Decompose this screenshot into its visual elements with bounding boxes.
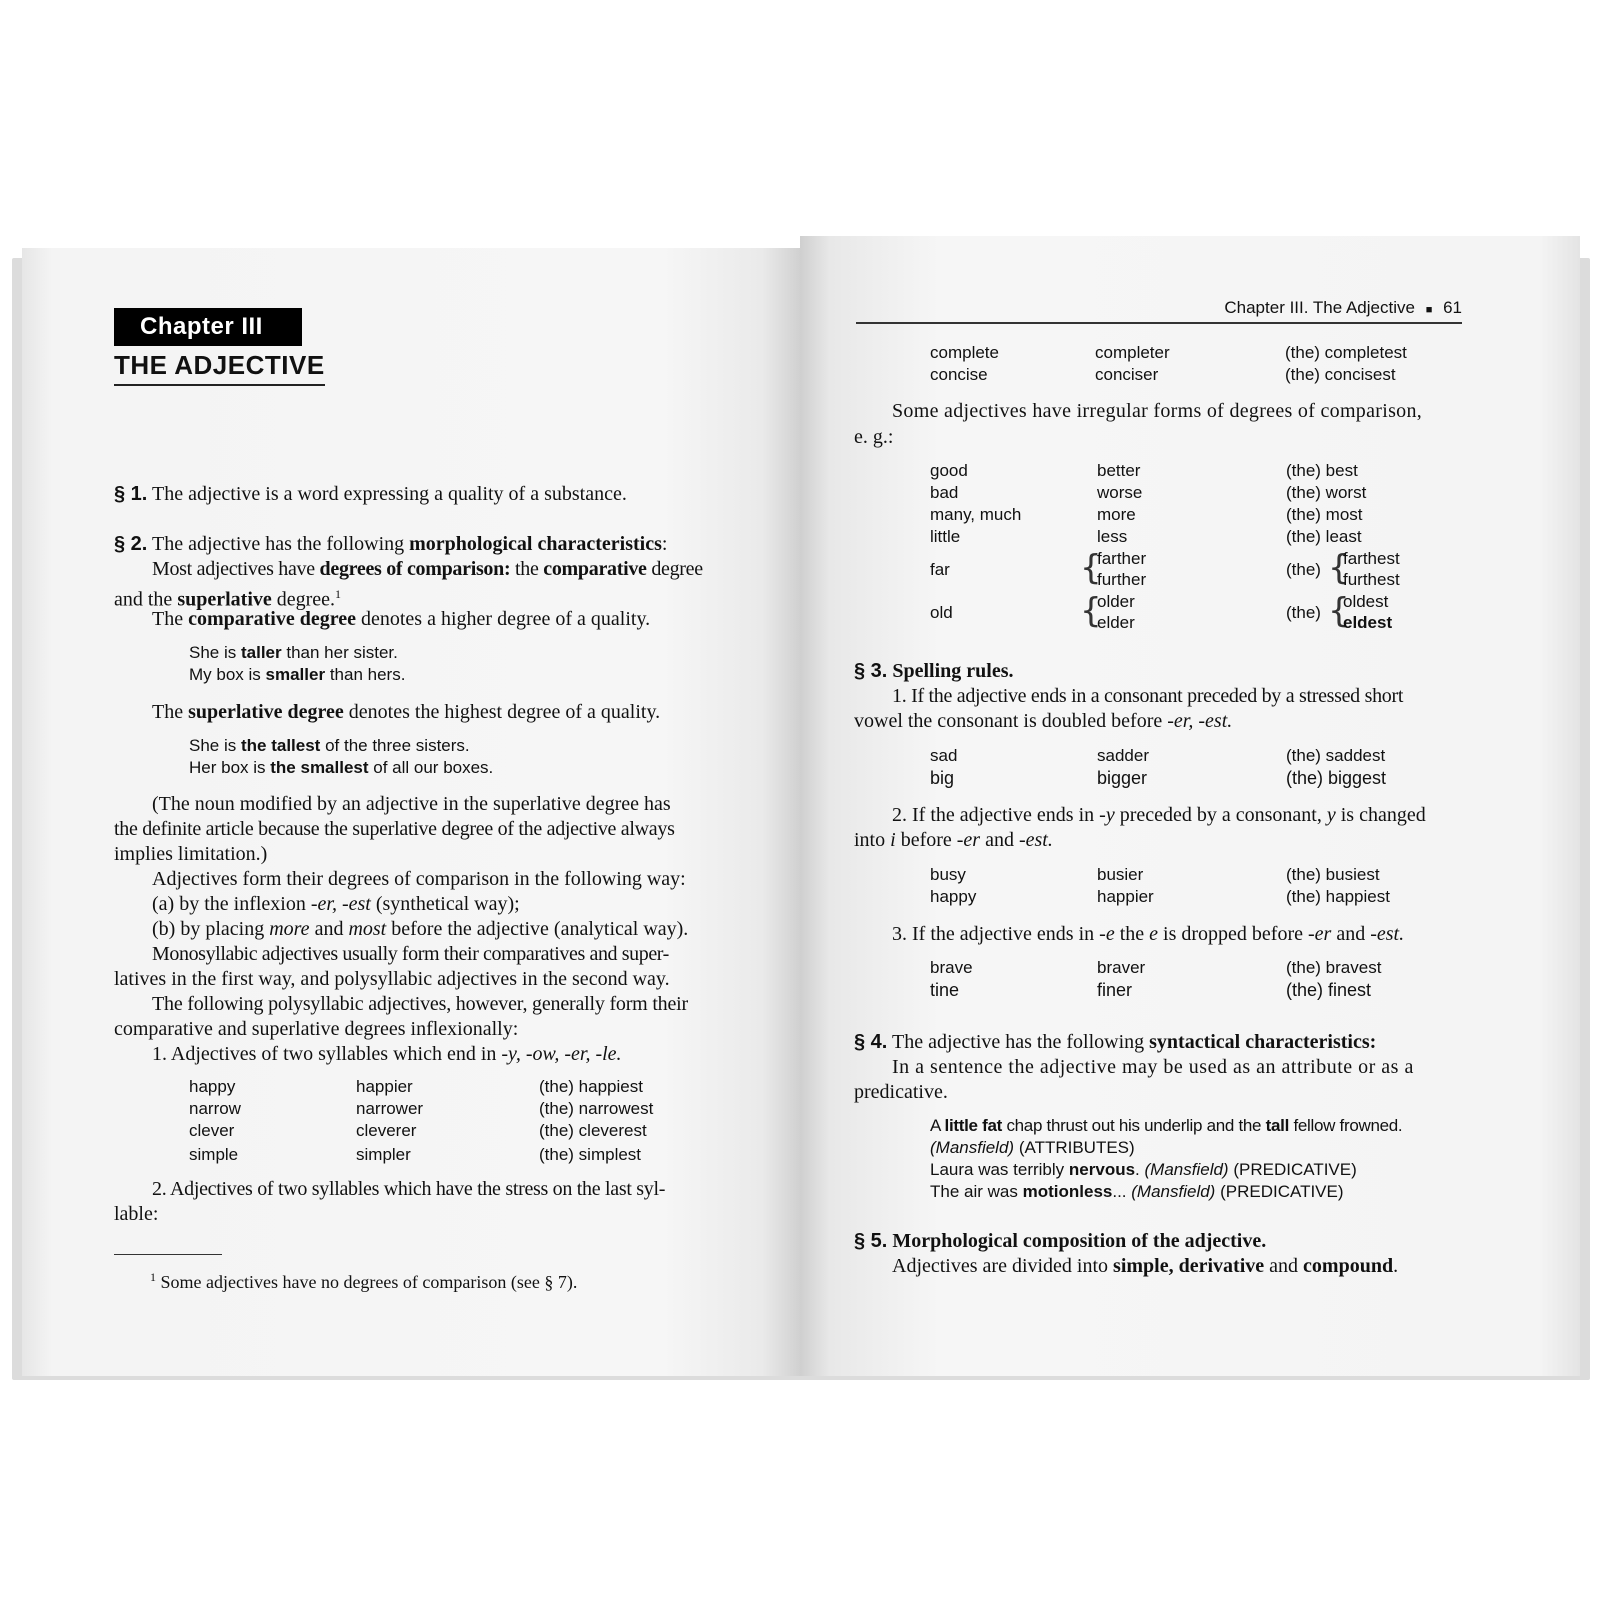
paragraph-line <box>892 803 1426 828</box>
text-run: of the three sisters. <box>325 736 470 755</box>
bold-term: tall <box>1265 1116 1290 1135</box>
text-run: chap thrust out his underlip and the <box>1006 1116 1262 1135</box>
text-run: The adjective has the following <box>892 1031 1145 1053</box>
right-page <box>800 236 1580 1376</box>
section-mark: § 4. <box>854 1031 888 1053</box>
example-line <box>930 1181 1344 1203</box>
bold-term: little fat <box>944 1116 1002 1135</box>
section-4-heading <box>854 1030 1376 1055</box>
table-cell: happier <box>1097 887 1154 906</box>
text-run: of all our boxes. <box>373 758 494 777</box>
paragraph-line: Adjectives form their degrees of comparison in the following way: <box>152 868 686 890</box>
paragraph-line: e. g.: <box>854 426 894 448</box>
table-cell: (the) finest <box>1286 980 1372 1000</box>
italic-term: -est. <box>1018 829 1053 851</box>
text-run: The <box>152 608 184 630</box>
brace-icon: { <box>1328 591 1350 631</box>
italic-term: i <box>890 829 896 851</box>
footnote-number: 1 <box>150 1270 156 1284</box>
paragraph-line: latives in the first way, and polysyllabic adjectives in the second way. <box>114 968 670 990</box>
table-cell: sad <box>930 746 958 765</box>
table-cell: concise <box>930 365 988 384</box>
table-cell: far <box>930 560 950 579</box>
table-cell: bigger <box>1097 768 1148 788</box>
bold-term: motionless <box>1022 1182 1113 1201</box>
table-cell: tine <box>930 980 960 1000</box>
example-line <box>930 1115 1402 1137</box>
paragraph-line: 2. Adjectives of two syllables which have the stress on the last syl- <box>152 1178 666 1200</box>
table-cell: simple <box>189 1145 239 1164</box>
text-run: the <box>515 558 539 580</box>
page-number: 61 <box>1443 298 1462 317</box>
text-run: than her sister. <box>286 643 398 662</box>
comparative-form: elder <box>1097 613 1135 632</box>
text-run: She is <box>189 736 237 755</box>
table-cell: (the) <box>1286 603 1321 622</box>
table-cell: braver <box>1097 958 1146 977</box>
paragraph-line: In a sentence the adjective may be used as an attribute or as a <box>892 1056 1414 1078</box>
italic-term: (Mansfield) <box>930 1138 1015 1157</box>
bold-term: smaller <box>265 665 326 684</box>
table-cell: finer <box>1097 980 1133 1000</box>
paragraph-line <box>152 607 650 632</box>
italic-term: -y <box>1099 804 1115 826</box>
table-cell: bad <box>930 483 959 502</box>
table-cell: (the) simplest <box>539 1145 642 1164</box>
text-run: before <box>900 829 952 851</box>
table-cell: (the) cleverest <box>539 1121 647 1140</box>
bold-term: the tallest <box>240 736 321 755</box>
section-mark: § 2. <box>114 533 148 555</box>
italic-term: e <box>1149 923 1159 945</box>
paragraph-line <box>152 892 520 917</box>
text-run: (PREDICATIVE) <box>1233 1160 1357 1179</box>
footnote-divider <box>114 1254 222 1255</box>
italic-term: -est. <box>1370 923 1405 945</box>
text-run: and the <box>114 588 173 611</box>
table-cell <box>1343 591 1392 633</box>
text-run: 2. If the adjective ends in <box>892 804 1095 826</box>
example-line <box>189 757 493 779</box>
superlative-form: oldest <box>1343 592 1389 611</box>
text-run: than hers. <box>329 665 406 684</box>
table-cell: cleverer <box>356 1121 417 1140</box>
example-line <box>930 1159 1357 1181</box>
text-run: is dropped before <box>1163 923 1303 945</box>
paragraph-line: 1. If the adjective ends in a consonant preceded by a stressed short <box>892 685 1404 707</box>
italic-term: (Mansfield) <box>1131 1182 1216 1201</box>
running-head <box>1224 298 1462 318</box>
text-run: (a) by the inflexion <box>152 893 306 915</box>
chapter-label: Chapter III <box>114 308 302 346</box>
bold-term: nervous <box>1068 1160 1136 1179</box>
paragraph-line: comparative and superlative degrees inflexionally: <box>114 1018 519 1040</box>
example-line <box>189 735 470 757</box>
paragraph-line <box>152 1042 622 1067</box>
italic-term: -e <box>1099 923 1115 945</box>
text-run: . <box>1393 1255 1399 1277</box>
table-cell: sadder <box>1097 746 1149 765</box>
section-2-heading: § 2. The adjective has the following morphological characteristics: <box>114 533 668 555</box>
text-run: fellow frowned. <box>1293 1116 1403 1135</box>
text-run: vowel the consonant is doubled before <box>854 710 1163 732</box>
bold-term: syntactical characteristics: <box>1149 1031 1377 1053</box>
table-cell: busier <box>1097 865 1144 884</box>
text-run: (ATTRIBUTES) <box>1018 1138 1135 1157</box>
table-cell: (the) narrowest <box>539 1099 654 1118</box>
text-run: Laura was terribly <box>930 1160 1065 1179</box>
table-cell: narrower <box>356 1099 424 1118</box>
text-run: 1. Adjectives of two syllables which end in <box>152 1043 497 1065</box>
italic-term: most <box>348 918 387 940</box>
table-cell: (the) busiest <box>1286 865 1380 884</box>
paragraph-line: predicative. <box>854 1081 948 1103</box>
section-mark: § 3. <box>854 660 888 682</box>
italic-term: -er <box>956 829 981 851</box>
table-cell: little <box>930 527 961 546</box>
paragraph-line <box>892 1254 1398 1279</box>
text-run: 3. If the adjective ends in <box>892 923 1095 945</box>
section-5-heading <box>854 1229 1266 1254</box>
text-run: (PREDICATIVE) <box>1220 1182 1344 1201</box>
table-cell: (the) biggest <box>1286 768 1387 788</box>
chapter-title: THE ADJECTIVE <box>114 348 325 386</box>
italic-term: -y, -ow, -er, -le. <box>501 1043 622 1065</box>
text-run: ... <box>1112 1182 1127 1201</box>
bold-term: comparative degree <box>188 608 356 630</box>
paragraph-line <box>152 700 660 725</box>
table-cell: less <box>1097 527 1128 546</box>
footnote <box>150 1266 577 1293</box>
table-row-old <box>930 591 1450 635</box>
superlative-form: furthest <box>1343 570 1400 589</box>
table-cell: better <box>1097 461 1141 480</box>
section-mark: § 5. <box>854 1230 888 1252</box>
table-cell: complete <box>930 343 999 362</box>
table-cell: worse <box>1097 483 1143 502</box>
comparative-form: older <box>1097 592 1135 611</box>
paragraph-line <box>152 557 703 582</box>
text-run: My box is <box>189 665 261 684</box>
table-cell: (the) best <box>1286 461 1358 480</box>
text-run: . <box>1135 1160 1140 1179</box>
text-run: (synthetical way); <box>375 893 520 915</box>
paragraph-line <box>152 917 688 942</box>
text-run: (b) by placing <box>152 918 265 940</box>
section-3-heading <box>854 659 1014 684</box>
table-cell <box>1343 548 1400 590</box>
text-run: into <box>854 829 886 851</box>
brace-icon: { <box>1328 548 1350 588</box>
bold-term: taller <box>240 643 282 662</box>
paragraph-line <box>892 922 1404 947</box>
text-run: and <box>1269 1255 1299 1277</box>
comparative-form: farther <box>1097 549 1147 568</box>
bold-term: the smallest <box>270 758 369 777</box>
bold-term: degrees of comparison: <box>319 558 511 580</box>
paragraph-line: implies limitation.) <box>114 843 268 865</box>
text-run: degree. <box>276 588 336 611</box>
table-cell <box>1097 548 1146 590</box>
table-cell: clever <box>189 1121 235 1140</box>
table-cell: busy <box>930 865 966 884</box>
paragraph-text: The adjective is a word expressing a quality of a substance. <box>152 483 627 505</box>
text-run: and <box>314 918 344 940</box>
bold-term: superlative <box>177 588 272 611</box>
superlative-form: farthest <box>1343 549 1400 568</box>
paragraph-line: lable: <box>114 1203 159 1225</box>
example-line <box>189 664 405 686</box>
table-cell: old <box>930 603 953 622</box>
table-cell: brave <box>930 958 973 977</box>
bullet-icon: ■ <box>1425 304 1433 316</box>
header-rule <box>856 322 1462 324</box>
paragraph-line: (The noun modified by an adjective in the superlative degree has <box>152 793 671 815</box>
text-run: denotes a higher degree of a quality. <box>361 608 651 630</box>
bold-term: morphological characteristics <box>409 533 662 555</box>
table-cell: (the) completest <box>1285 343 1407 362</box>
text-run: The air was <box>930 1182 1018 1201</box>
section-title: Spelling rules. <box>892 660 1014 682</box>
table-cell: completer <box>1095 343 1170 362</box>
text-run: A <box>930 1116 941 1135</box>
table-cell: (the) most <box>1286 505 1363 524</box>
italic-term: -er <box>1307 923 1332 945</box>
bold-term: superlative degree <box>188 701 344 723</box>
bold-term: comparative <box>543 558 647 580</box>
footnote-ref: 1 <box>335 587 342 601</box>
footnote-text: Some adjectives have no degrees of comparison (see § 7). <box>160 1272 578 1292</box>
table-cell: (the) least <box>1286 527 1362 546</box>
text-run: the <box>1119 923 1145 945</box>
example-line <box>189 642 398 664</box>
superlative-form: eldest <box>1343 613 1393 632</box>
paragraph-line: the definite article because the superlative degree of the adjective always <box>114 818 675 840</box>
bold-term: simple, derivative <box>1113 1255 1265 1277</box>
paragraph-line <box>854 709 1232 734</box>
text-run: before the adjective (analytical way). <box>391 918 689 940</box>
table-cell: happy <box>930 887 977 906</box>
text-run: degree <box>651 558 703 580</box>
table-cell: (the) happiest <box>539 1077 643 1096</box>
text-run: The <box>152 701 184 723</box>
table-cell: conciser <box>1095 365 1159 384</box>
text-run: Most adjectives have <box>152 558 315 580</box>
paragraph-line: The following polysyllabic adjectives, however, generally form their <box>152 993 688 1015</box>
section-title: Morphological composition of the adjective. <box>892 1230 1267 1252</box>
paragraph-text: The adjective has the following <box>152 533 405 555</box>
section-1 <box>114 482 627 507</box>
table-cell: (the) happiest <box>1286 887 1390 906</box>
italic-term: more <box>269 918 310 940</box>
text-run: denotes the highest degree of a quality. <box>348 701 661 723</box>
text-run: She is <box>189 643 237 662</box>
italic-term: (Mansfield) <box>1144 1160 1229 1179</box>
table-cell: narrow <box>189 1099 241 1118</box>
running-head-title: Chapter III. The Adjective <box>1224 298 1415 317</box>
table-cell: happy <box>189 1077 236 1096</box>
table-cell: big <box>930 768 955 788</box>
text-run: and <box>985 829 1014 851</box>
table-cell: simpler <box>356 1145 411 1164</box>
text-run: is changed <box>1340 804 1426 826</box>
table-cell: (the) concisest <box>1285 365 1396 384</box>
table-cell <box>1097 591 1135 633</box>
italic-term: -er, -est. <box>1167 710 1233 732</box>
brace-icon: { <box>1080 591 1102 631</box>
brace-icon: { <box>1080 548 1102 588</box>
paragraph-line: Some adjectives have irregular forms of degrees of comparison, <box>892 400 1423 422</box>
comparative-form: further <box>1097 570 1147 589</box>
bold-term: compound <box>1303 1255 1394 1277</box>
section-mark: § 1. <box>114 483 148 505</box>
table-cell: many, much <box>930 505 1022 524</box>
text-run: Adjectives are divided into <box>892 1255 1109 1277</box>
italic-term: -er, -est <box>310 893 371 915</box>
table-cell: (the) saddest <box>1286 746 1386 765</box>
paragraph-line <box>854 828 1053 853</box>
text-run: and <box>1336 923 1366 945</box>
table-cell: (the) worst <box>1286 483 1367 502</box>
table-cell: (the) bravest <box>1286 958 1382 977</box>
left-page <box>22 248 802 1376</box>
table-cell: happier <box>356 1077 413 1096</box>
text-run: preceded by a consonant, <box>1119 804 1322 826</box>
table-cell: good <box>930 461 968 480</box>
paragraph-line: Monosyllabic adjectives usually form their comparatives and super- <box>152 943 669 965</box>
italic-term: y <box>1326 804 1336 826</box>
example-line <box>930 1137 1135 1159</box>
table-cell: more <box>1097 505 1136 524</box>
table-row-far <box>930 548 1450 592</box>
table-cell: (the) <box>1286 560 1321 579</box>
text-run: Her box is <box>189 758 266 777</box>
